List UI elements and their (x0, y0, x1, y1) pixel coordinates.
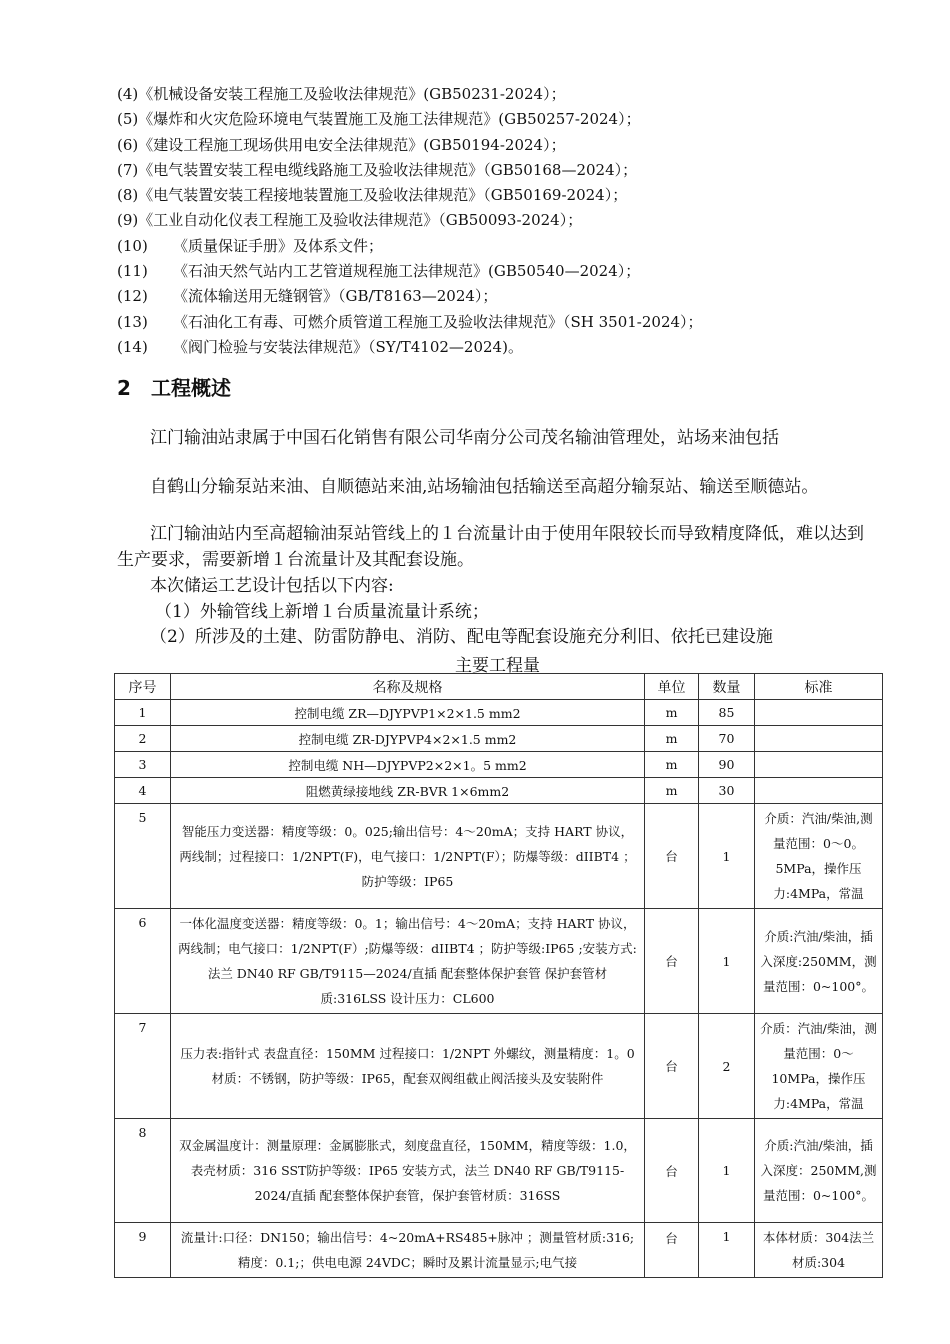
cell-qty: 90 (699, 752, 755, 778)
ref-text: 《阀门检验与安装法律规范》（SY/T4102—2024)。 (173, 337, 523, 356)
reference-item (117, 107, 897, 132)
cell-name: 控制电缆 NH—DJYPVP2×2×1。5 mm2 (171, 752, 645, 778)
cell-no: 2 (115, 726, 171, 752)
reference-item (117, 158, 897, 183)
cell-no: 9 (115, 1223, 171, 1278)
ref-text: 《电气装置安装工程电缆线路施工及验收法律规范》（GB50168—2024）； (138, 160, 638, 179)
cell-std: 介质：汽油/柴油，测量范围：0～10MPa，操作压力:4MPa，常温 (755, 1014, 883, 1119)
reference-item (117, 208, 897, 233)
cell-no: 4 (115, 778, 171, 804)
reference-item (117, 234, 897, 259)
ref-number: (6) (117, 135, 139, 154)
ref-text: 《建设工程施工现场供用电安全法律规范》(GB50194-2024）； (138, 135, 566, 154)
cell-no: 8 (115, 1119, 171, 1223)
table-row (115, 778, 883, 804)
ref-number: (5) (117, 110, 139, 129)
ref-text: 《质量保证手册》及体系文件； (173, 236, 384, 255)
ref-number: (12) (117, 287, 148, 306)
section-number: 2 (117, 376, 131, 400)
table-row (115, 1119, 883, 1223)
ref-text: 《爆炸和火灾危险环境电气装置施工及施工法律规范》(GB50257-2024）； (138, 110, 641, 129)
header-std: 标准 (755, 674, 883, 700)
cell-qty: 70 (699, 726, 755, 752)
cell-unit: m (645, 778, 699, 804)
cell-no: 6 (115, 909, 171, 1014)
cell-name: 智能压力变送器：精度等级：0。025;输出信号：4～20mA；支持 HART 协议，两线制；过程接口：1/2NPT(F)，电气接口：1/2NPT(F）；防爆等级：dIIBT4 ；防护等级：IP65 (171, 804, 645, 909)
cell-std: 介质:汽油/柴油，插入深度：250MM,测量范围：0~100°。 (755, 1119, 883, 1223)
reference-item (117, 310, 897, 335)
cell-name: 流量计:口径：DN150；输出信号：4~20mA+RS485+脉冲 ；测量管材质:316;精度：0.1;；供电电源 24VDC；瞬时及累计流量显示;电气接 (171, 1223, 645, 1278)
cell-qty: 30 (699, 778, 755, 804)
table-row (115, 804, 883, 909)
cell-std (755, 752, 883, 778)
cell-unit: m (645, 752, 699, 778)
reference-item (117, 335, 897, 360)
cell-std (755, 726, 883, 752)
cell-name: 控制电缆 ZR—DJYPVP1×2×1.5 mm2 (171, 700, 645, 726)
cell-unit: 台 (645, 804, 699, 909)
list-item: （2）所涉及的土建、防雷防静电、消防、配电等配套设施充分利旧、依托已建设施 (150, 627, 773, 647)
cell-qty: 1 (699, 909, 755, 1014)
cell-no: 1 (115, 700, 171, 726)
table-row (115, 1223, 883, 1278)
quantities-table (114, 673, 883, 1278)
header-no: 序号 (115, 674, 171, 700)
cell-std: 介质:汽油/柴油，插入深度:250MM，测量范围：0~100°。 (755, 909, 883, 1014)
paragraph: 江门输油站隶属于中国石化销售有限公司华南分公司茂名输油管理处，站场来油包括 (150, 428, 779, 448)
reference-item (117, 284, 897, 309)
cell-no: 3 (115, 752, 171, 778)
cell-std: 介质：汽油/柴油,测量范围：0～0。5MPa，操作压力:4MPa，常温 (755, 804, 883, 909)
paragraph: 自鹤山分输泵站来油、自顺德站来油,站场输油包括输送至高超分输泵站、输送至顺德站。 (150, 477, 819, 497)
cell-unit: 台 (645, 1223, 699, 1278)
list-item: （1）外输管线上新增１台质量流量计系统； (155, 602, 489, 622)
paragraph: 江门输油站内至高超输油泵站管线上的１台流量计由于使用年限较长而导致精度降低，难以达到生产要求，需要新增１台流量计及其配套设施。 (117, 524, 864, 570)
cell-std (755, 778, 883, 804)
table-row (115, 1014, 883, 1119)
cell-name: 一体化温度变送器：精度等级：0。1；输出信号：4～20mA；支持 HART 协议，两线制；电气接口：1/2NPT(F）;防爆等级：dIIBT4 ；防护等级:IP65 ;安装方式:法兰 DN40 RF GB/T9115—2024/直插 配套整体保护套管 保护套管材质:316LSS 设计压力：CL600 (171, 909, 645, 1014)
cell-std: 本体材质：304法兰材质:304 (755, 1223, 883, 1278)
cell-qty: 1 (699, 1223, 755, 1278)
reference-item (117, 259, 897, 284)
reference-item (117, 133, 897, 158)
cell-qty: 1 (699, 1119, 755, 1223)
ref-text: 《电气装置安装工程接地装置施工及验收法律规范》（GB50169-2024）； (138, 186, 628, 205)
cell-unit: 台 (645, 1014, 699, 1119)
cell-name: 阻燃黄绿接地线 ZR-BVR 1×6mm2 (171, 778, 645, 804)
reference-list (117, 82, 897, 360)
table-caption: 主要工程量 (455, 656, 540, 676)
cell-unit: 台 (645, 1119, 699, 1223)
table-row (115, 909, 883, 1014)
ref-text: 《石油化工有毒、可燃介质管道工程施工及验收法律规范》（SH 3501-2024）； (173, 312, 703, 331)
header-name: 名称及规格 (171, 674, 645, 700)
table-row (115, 726, 883, 752)
cell-qty: 85 (699, 700, 755, 726)
paragraph: 本次储运工艺设计包括以下内容: (150, 576, 394, 596)
ref-text: 《工业自动化仪表工程施工及验收法律规范》（GB50093-2024）； (138, 211, 583, 230)
ref-number: (8) (117, 186, 139, 205)
ref-number: (11) (117, 262, 148, 281)
section-heading (117, 372, 231, 401)
ref-text: 《流体输送用无缝钢管》（GB/T8163—2024）； (173, 287, 498, 306)
section-title: 工程概述 (151, 376, 231, 400)
reference-item (117, 82, 897, 107)
ref-text: 《机械设备安装工程施工及验收法律规范》(GB50231-2024）； (138, 85, 566, 103)
cell-std (755, 700, 883, 726)
table-header-row (115, 674, 883, 700)
cell-name: 双金属温度计：测量原理：金属膨胀式，刻度盘直径，150MM，精度等级：1.0，表壳材质：316 SST防护等级：IP65 安装方式，法兰 DN40 RF GB/T9115-2024/直插 配套整体保护套管，保护套管材质：316SS (171, 1119, 645, 1223)
reference-item (117, 183, 897, 208)
cell-unit: 台 (645, 909, 699, 1014)
ref-number: (13) (117, 312, 148, 331)
ref-number: (10) (117, 236, 148, 255)
ref-number: (7) (117, 160, 139, 179)
ref-number: (4) (117, 85, 139, 103)
cell-qty: 2 (699, 1014, 755, 1119)
header-unit: 单位 (645, 674, 699, 700)
cell-name: 控制电缆 ZR-DJYPVP4×2×1.5 mm2 (171, 726, 645, 752)
table-row (115, 700, 883, 726)
cell-qty: 1 (699, 804, 755, 909)
header-qty: 数量 (699, 674, 755, 700)
cell-name: 压力表:指针式 表盘直径：150MM 过程接口：1/2NPT 外螺纹，测量精度：1。0 材质：不锈钢，防护等级：IP65，配套双阀组截止阀活接头及安装附件 (171, 1014, 645, 1119)
ref-number: (14) (117, 337, 148, 356)
cell-unit: m (645, 700, 699, 726)
cell-no: 5 (115, 804, 171, 909)
ref-number: (9) (117, 211, 139, 230)
cell-unit: m (645, 726, 699, 752)
cell-no: 7 (115, 1014, 171, 1119)
ref-text: 《石油天然气站内工艺管道规程施工法律规范》(GB50540—2024）； (173, 262, 641, 281)
table-row (115, 752, 883, 778)
